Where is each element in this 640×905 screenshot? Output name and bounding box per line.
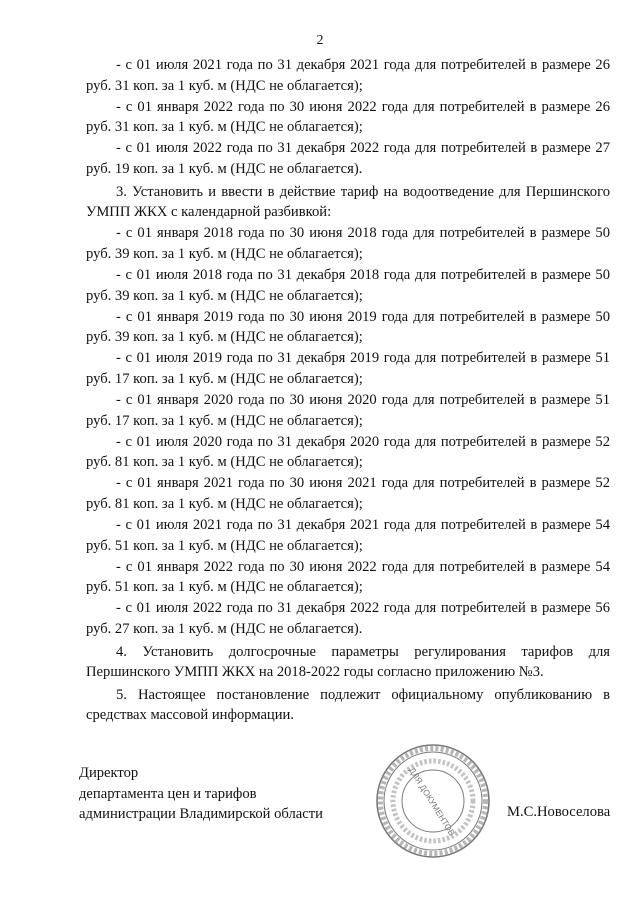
paragraph: - с 01 января 2021 года по 30 июня 2021 года для потребителей в размере 52 руб. 81 коп. за 1 куб. м (НДС не облагается); (86, 475, 610, 512)
paragraph: - с 01 января 2022 года по 30 июня 2022 года для потребителей в размере 26 руб. 31 коп. за 1 куб. м (НДС не облагается); (86, 98, 610, 136)
signer-title-line-3: администрации Владимирской области (79, 806, 323, 822)
paragraph: - с 01 января 2018 года по 30 июня 2018 года для потребителей в размере 50 руб. 39 коп. за 1 куб. м (НДС не облагается); (86, 225, 610, 262)
paragraph: - с 01 января 2020 года по 30 июня 2020 года для потребителей в размере 51 руб. 17 коп. за 1 куб. м (НДС не облагается); (86, 392, 610, 429)
paragraph: - с 01 июля 2021 года по 31 декабря 2021 года для потребителей в размере 26 руб. 31 коп. за 1 куб. м (НДС не облагается); (86, 57, 610, 94)
paragraph-item-4: 4. Установить долгосрочные параметры регулирования тарифов для Першинского УМПП ЖКХ на 2018-2022 годы согласно приложению №3. (86, 643, 610, 681)
paragraph: - с 01 июля 2022 года по 31 декабря 2022 года для потребителей в размере 56 руб. 27 коп. за 1 куб. м (НДС не облагается). (86, 600, 610, 638)
paragraph: - с 01 января 2019 года по 30 июня 2019 года для потребителей в размере 50 руб. 39 коп. за 1 куб. м (НДС не облагается); (86, 308, 610, 346)
paragraph: - с 01 июля 2020 года по 31 декабря 2020 года для потребителей в размере 52 руб. 81 коп. за 1 куб. м (НДС не облагается); (86, 433, 610, 471)
signature-block (79, 763, 323, 825)
page-number: 2 (316, 33, 324, 48)
signer-title-line-2: департамента цен и тарифов (79, 785, 257, 802)
paragraph: - с 01 января 2022 года по 30 июня 2022 года для потребителей в размере 54 руб. 51 коп. за 1 куб. м (НДС не облагается); (86, 558, 610, 596)
paragraph: - с 01 июля 2022 года по 31 декабря 2022 года для потребителей в размере 27 руб. 19 коп. за 1 куб. м (НДС не облагается). (86, 140, 610, 177)
paragraph: - с 01 июля 2018 года по 31 декабря 2018 года для потребителей в размере 50 руб. 39 коп. за 1 куб. м (НДС не облагается); (86, 266, 610, 304)
signer-title-line-1: Директор (79, 765, 139, 781)
stamp-text: ДЛЯ ДОКУМЕНТОВ (407, 765, 458, 838)
official-seal-stamp (373, 741, 493, 861)
signer-name: М.С.Новоселова (507, 804, 611, 820)
paragraph-item-5: 5. Настоящее постановление подлежит официальному опубликованию в средствах массовой информации. (86, 686, 610, 724)
paragraph: - с 01 июля 2021 года по 31 декабря 2021 года для потребителей в размере 54 руб. 51 коп. за 1 куб. м (НДС не облагается); (86, 517, 610, 554)
paragraph: - с 01 июля 2019 года по 31 декабря 2019 года для потребителей в размере 51 руб. 17 коп. за 1 куб. м (НДС не облагается); (86, 350, 610, 387)
paragraph-item-3-heading: 3. Установить и ввести в действие тариф на водоотведение для Першинского УМПП ЖКХ с календарной разбивкой: (86, 183, 610, 221)
document-body (86, 55, 610, 727)
